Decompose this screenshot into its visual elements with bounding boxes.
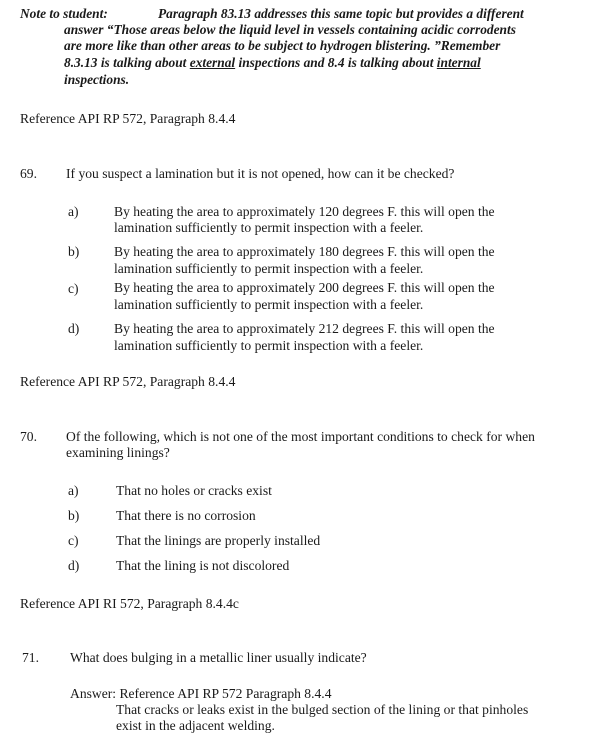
reference-top: Reference API RP 572, Paragraph 8.4.4	[20, 111, 236, 126]
option-69-c-line-2: lamination sufficiently to permit inspection with a feeler.	[114, 297, 424, 312]
option-69-c-line-1: By heating the area to approximately 200 degrees F. this will open the	[114, 280, 495, 295]
answer-71-label: Answer: Reference API RP 572 Paragraph 8.4.4	[70, 686, 332, 701]
answer-71-line-1: That cracks or leaks exist in the bulged section of the lining or that pinholes	[116, 702, 529, 717]
option-69-c-letter: c)	[68, 281, 79, 296]
option-69-b-line-1: By heating the area to approximately 180 degrees F. this will open the	[114, 244, 495, 259]
answer-71-line-2: exist in the adjacent welding.	[116, 718, 275, 733]
option-70-d-text: That the lining is not discolored	[116, 558, 290, 573]
option-69-a-letter: a)	[68, 204, 79, 219]
option-70-a-text: That no holes or cracks exist	[116, 483, 272, 498]
question-70-text-line-1: Of the following, which is not one of the most important conditions to check for when	[66, 429, 535, 444]
note-label: Note to student:	[20, 6, 108, 21]
option-69-d-line-1: By heating the area to approximately 212 degrees F. this will open the	[114, 321, 495, 336]
option-70-c-text: That the linings are properly installed	[116, 533, 321, 548]
note-line-5: inspections.	[64, 72, 130, 87]
note-line-1: Paragraph 83.13 addresses this same topic but provides a different	[158, 6, 524, 21]
note-line-4	[64, 55, 481, 71]
question-71-text: What does bulging in a metallic liner usually indicate?	[70, 650, 367, 665]
question-69-number: 69.	[20, 166, 37, 181]
option-69-d-letter: d)	[68, 321, 80, 336]
option-69-d-line-2: lamination sufficiently to permit inspection with a feeler.	[114, 338, 424, 353]
question-70-text-line-2: examining linings?	[66, 445, 170, 460]
note-line-2: answer “Those areas below the liquid level in vessels containing acidic corrodents	[64, 22, 516, 37]
option-70-b-text: That there is no corrosion	[116, 508, 256, 523]
note-emphasis-external: external	[189, 55, 236, 70]
option-69-a-line-2: lamination sufficiently to permit inspection with a feeler.	[114, 220, 424, 235]
note-line-4-middle: inspections and 8.4 is talking about	[235, 55, 437, 70]
option-69-b-line-2: lamination sufficiently to permit inspection with a feeler.	[114, 261, 424, 276]
option-69-b-letter: b)	[68, 244, 80, 259]
note-emphasis-internal: internal	[436, 55, 481, 70]
option-70-a-letter: a)	[68, 483, 79, 498]
option-69-a-line-1: By heating the area to approximately 120 degrees F. this will open the	[114, 204, 495, 219]
option-70-d-letter: d)	[68, 558, 80, 573]
question-71-number: 71.	[22, 650, 39, 665]
option-70-b-letter: b)	[68, 508, 80, 523]
question-70-reference: Reference API RI 572, Paragraph 8.4.4c	[20, 596, 239, 611]
note-line-3: are more like than other areas to be subject to hydrogen blistering. ”Remember	[64, 38, 501, 53]
question-70-number: 70.	[20, 429, 37, 444]
question-69-reference: Reference API RP 572, Paragraph 8.4.4	[20, 374, 236, 389]
question-69-text: If you suspect a lamination but it is not opened, how can it be checked?	[66, 166, 455, 181]
option-70-c-letter: c)	[68, 533, 79, 548]
note-line-4-start: 8.3.13 is talking about	[64, 55, 190, 70]
